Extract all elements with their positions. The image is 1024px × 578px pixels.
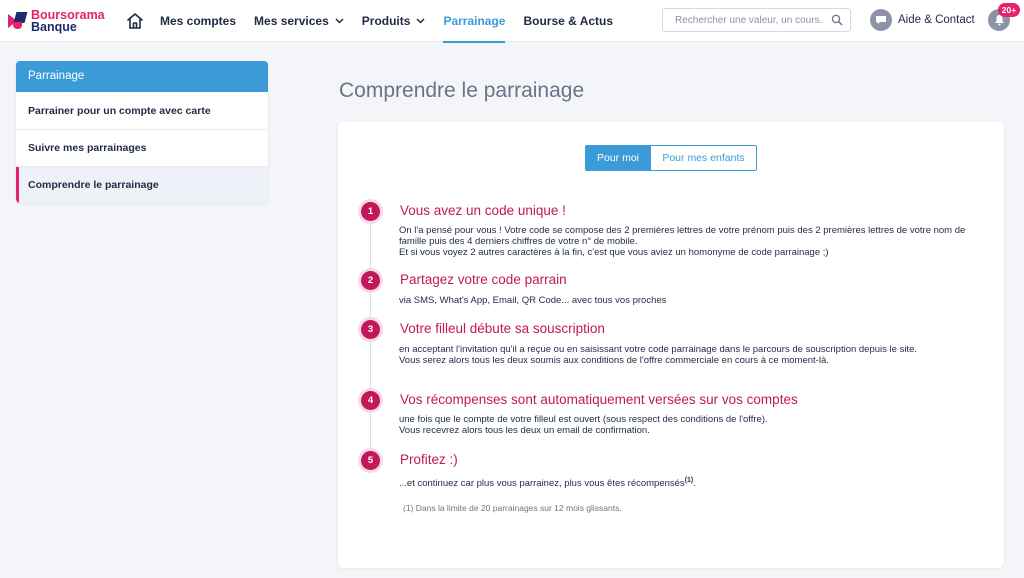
page-title: Comprendre le parrainage [339,79,585,102]
chevron-down-icon [335,18,344,24]
sidebar-item-label: Suivre mes parrainages [28,142,147,154]
step-text: Et si vous voyez 2 autres caractères à la fin, c'est que vous aviez un homonyme de code parrainage ;) [399,247,829,258]
step-description [399,225,984,258]
nav-item-label: Mes comptes [160,14,237,28]
main-nav [160,0,631,42]
content-card [338,122,1004,568]
notifications-button[interactable] [988,5,1017,31]
home-button[interactable] [124,10,146,32]
step-title: Partagez votre code parrain [400,272,567,287]
step-description [399,475,984,489]
chevron-down-icon [416,18,425,24]
toggle-pour-moi[interactable]: Pour moi [585,145,651,171]
footnote-reference: (1) [684,477,694,484]
step-description [399,414,984,436]
step-text: via SMS, What's App, Email, QR Code... avec tous vos proches [399,295,667,306]
sidebar-item-parrainer-compte-carte[interactable] [16,92,268,129]
nav-item-label: Produits [361,14,411,28]
sidebar-menu [16,61,268,203]
step-description [399,344,984,366]
nav-item-label: Mes services [254,14,329,28]
top-navigation-bar [0,0,1024,42]
sidebar-item-suivre-parrainages[interactable] [16,129,268,166]
chat-bubble-icon [870,9,892,31]
notification-count-badge: 20+ [998,3,1020,17]
nav-item-parrainage[interactable] [443,0,505,42]
search-input[interactable] [663,9,823,31]
step-number: 2 [361,271,380,290]
logo-text-line2: Banque [31,20,77,34]
step-text [399,475,984,489]
step-text: On l'a pensé pour vous ! Votre code se compose des 2 premières lettres de votre prénom puis des 2 premières lettres de votre nom de famille puis des 4 derniers chiffres de votre n° de mobile. [399,225,966,247]
nav-item-label: Bourse & Actus [523,14,614,28]
boursorama-logo-mark [8,12,26,30]
step-text-main: ...et continuez car plus vous parrainez, plus vous êtes récompensés [399,478,685,490]
search-box [662,8,851,32]
nav-item-mes-services[interactable] [254,0,344,42]
sidebar-title: Parrainage [16,61,268,92]
sidebar-item-label: Comprendre le parrainage [28,179,159,191]
logo-text [31,9,105,33]
step-number: 1 [361,202,380,221]
sidebar-item-comprendre-parrainage[interactable] [16,166,268,203]
toggle-pour-mes-enfants[interactable]: Pour mes enfants [651,145,757,171]
step-text: en acceptant l'invitation qu'il a reçue ou en saisissant votre code parrainage dans le parcours de souscription depuis le site. [399,344,917,355]
step-number: 3 [361,320,380,339]
home-icon [124,10,146,32]
help-contact-label: Aide & Contact [898,14,975,26]
step-number: 4 [361,391,380,410]
step-text-end: . [693,478,696,490]
nav-item-mes-comptes[interactable] [160,0,236,42]
help-contact-button[interactable] [870,8,975,32]
nav-item-bourse-actus[interactable] [523,0,613,42]
nav-item-produits[interactable] [362,0,426,42]
audience-toggle [585,145,757,171]
step-text: Vous serez alors tous les deux soumis aux conditions de l'offre commerciale en cours à ce moment-là. [399,355,829,366]
step-text: une fois que le compte de votre filleul est ouvert (sous respect des conditions de l'offre). [399,414,768,425]
step-title: Vous avez un code unique ! [400,203,566,218]
logo-text-line1: Boursorama [31,8,105,22]
footnote: (1) Dans la limite de 20 parrainages sur 12 mois glissants. [403,503,622,513]
step-number: 5 [361,451,380,470]
step-title: Vos récompenses sont automatiquement versées sur vos comptes [400,392,798,407]
nav-item-label: Parrainage [443,14,506,28]
step-description [399,295,984,306]
step-title: Votre filleul débute sa souscription [400,321,605,336]
sidebar-item-label: Parrainer pour un compte avec carte [28,104,211,117]
boursorama-logo[interactable] [8,7,105,35]
step-text: Vous recevrez alors tous les deux un email de confirmation. [399,425,650,436]
step-title: Profitez :) [400,452,458,467]
search-icon[interactable] [831,14,843,26]
